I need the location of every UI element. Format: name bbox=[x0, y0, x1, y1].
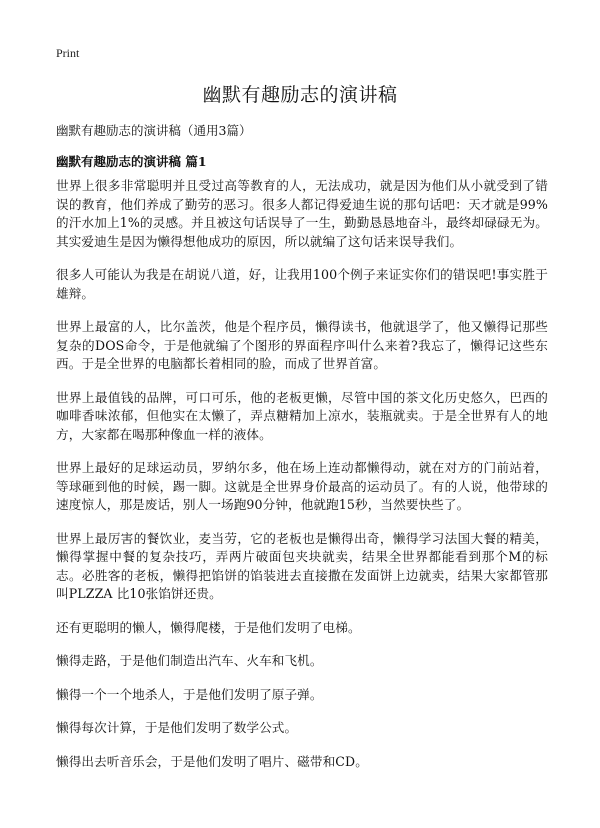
print-link[interactable]: Print bbox=[56, 46, 80, 60]
section-heading: 幽默有趣励志的演讲稿 篇1 bbox=[56, 154, 207, 169]
paragraph: 世界上最好的足球运动员，罗纳尔多，他在场上连动都懒得动，就在对方的门前站着，等球砸到他的时候，踢一脚。这就是全世界身价最高的运动员了。有的人说，他带球的速度惊人，那是废话，别人一场跑90分钟，他就跑15秒，当然要快些了。 bbox=[56, 460, 548, 512]
paragraph: 很多人可能认为我是在胡说八道，好，让我用100个例子来证实你们的错误吧!事实胜于雄辩。 bbox=[56, 267, 548, 301]
paragraph: 世界上很多非常聪明并且受过高等教育的人，无法成功，就是因为他们从小就受到了错误的教育，他们养成了勤劳的恶习。很多人都记得爱迪生说的那句话吧：天才就是99%的汗水加上1%的灵感。并且被这句话误导了一生，勤勤恳恳地奋斗，最终却碌碌无为。其实爱迪生是因为懒得想他成功的原因，所以就编了这句话来误导我们。 bbox=[56, 178, 548, 249]
document-subtitle: 幽默有趣励志的演讲稿（通用3篇） bbox=[56, 123, 252, 138]
paragraph: 懒得一个一个地杀人，于是他们发明了原子弹。 bbox=[56, 686, 323, 702]
paragraph: 世界上最富的人，比尔盖茨，他是个程序员，懒得读书，他就退学了，他又懒得记那些复杂的DOS命令，于是他就编了个图形的界面程序叫什么来着?我忘了，懒得记这些东西。于是全世界的电脑都长着相同的脸，而成了世界首富。 bbox=[56, 319, 548, 371]
paragraph: 世界上最厉害的餐饮业，麦当劳，它的老板也是懒得出奇，懒得学习法国大餐的精美，懒得掌握中餐的复杂技巧，弄两片破面包夹块就卖，结果全世界都能看到那个M的标志。必胜客的老板，懒得把馅饼的馅装进去直接撒在发面饼上边就卖，结果大家都管那叫PLZZA 比10张馅饼还贵。 bbox=[56, 530, 548, 601]
paragraph: 世界上最值钱的品牌，可口可乐，他的老板更懒，尽管中国的茶文化历史悠久，巴西的咖啡香味浓郁，但他实在太懒了，弄点糖精加上凉水，装瓶就卖。于是全世界有人的地方，大家都在喝那种像血一样的液体。 bbox=[56, 389, 548, 442]
paragraph: 懒得每次计算，于是他们发明了数学公式。 bbox=[56, 720, 298, 735]
article-body bbox=[56, 177, 548, 786]
paragraph: 还有更聪明的懒人，懒得爬楼，于是他们发明了电梯。 bbox=[56, 619, 361, 635]
paragraph: 懒得走路，于是他们制造出汽车、火车和飞机。 bbox=[56, 653, 323, 668]
paragraph: 懒得出去听音乐会，于是他们发明了唱片、磁带和CD。 bbox=[56, 753, 368, 769]
page-title: 幽默有趣励志的演讲稿 bbox=[202, 84, 398, 106]
